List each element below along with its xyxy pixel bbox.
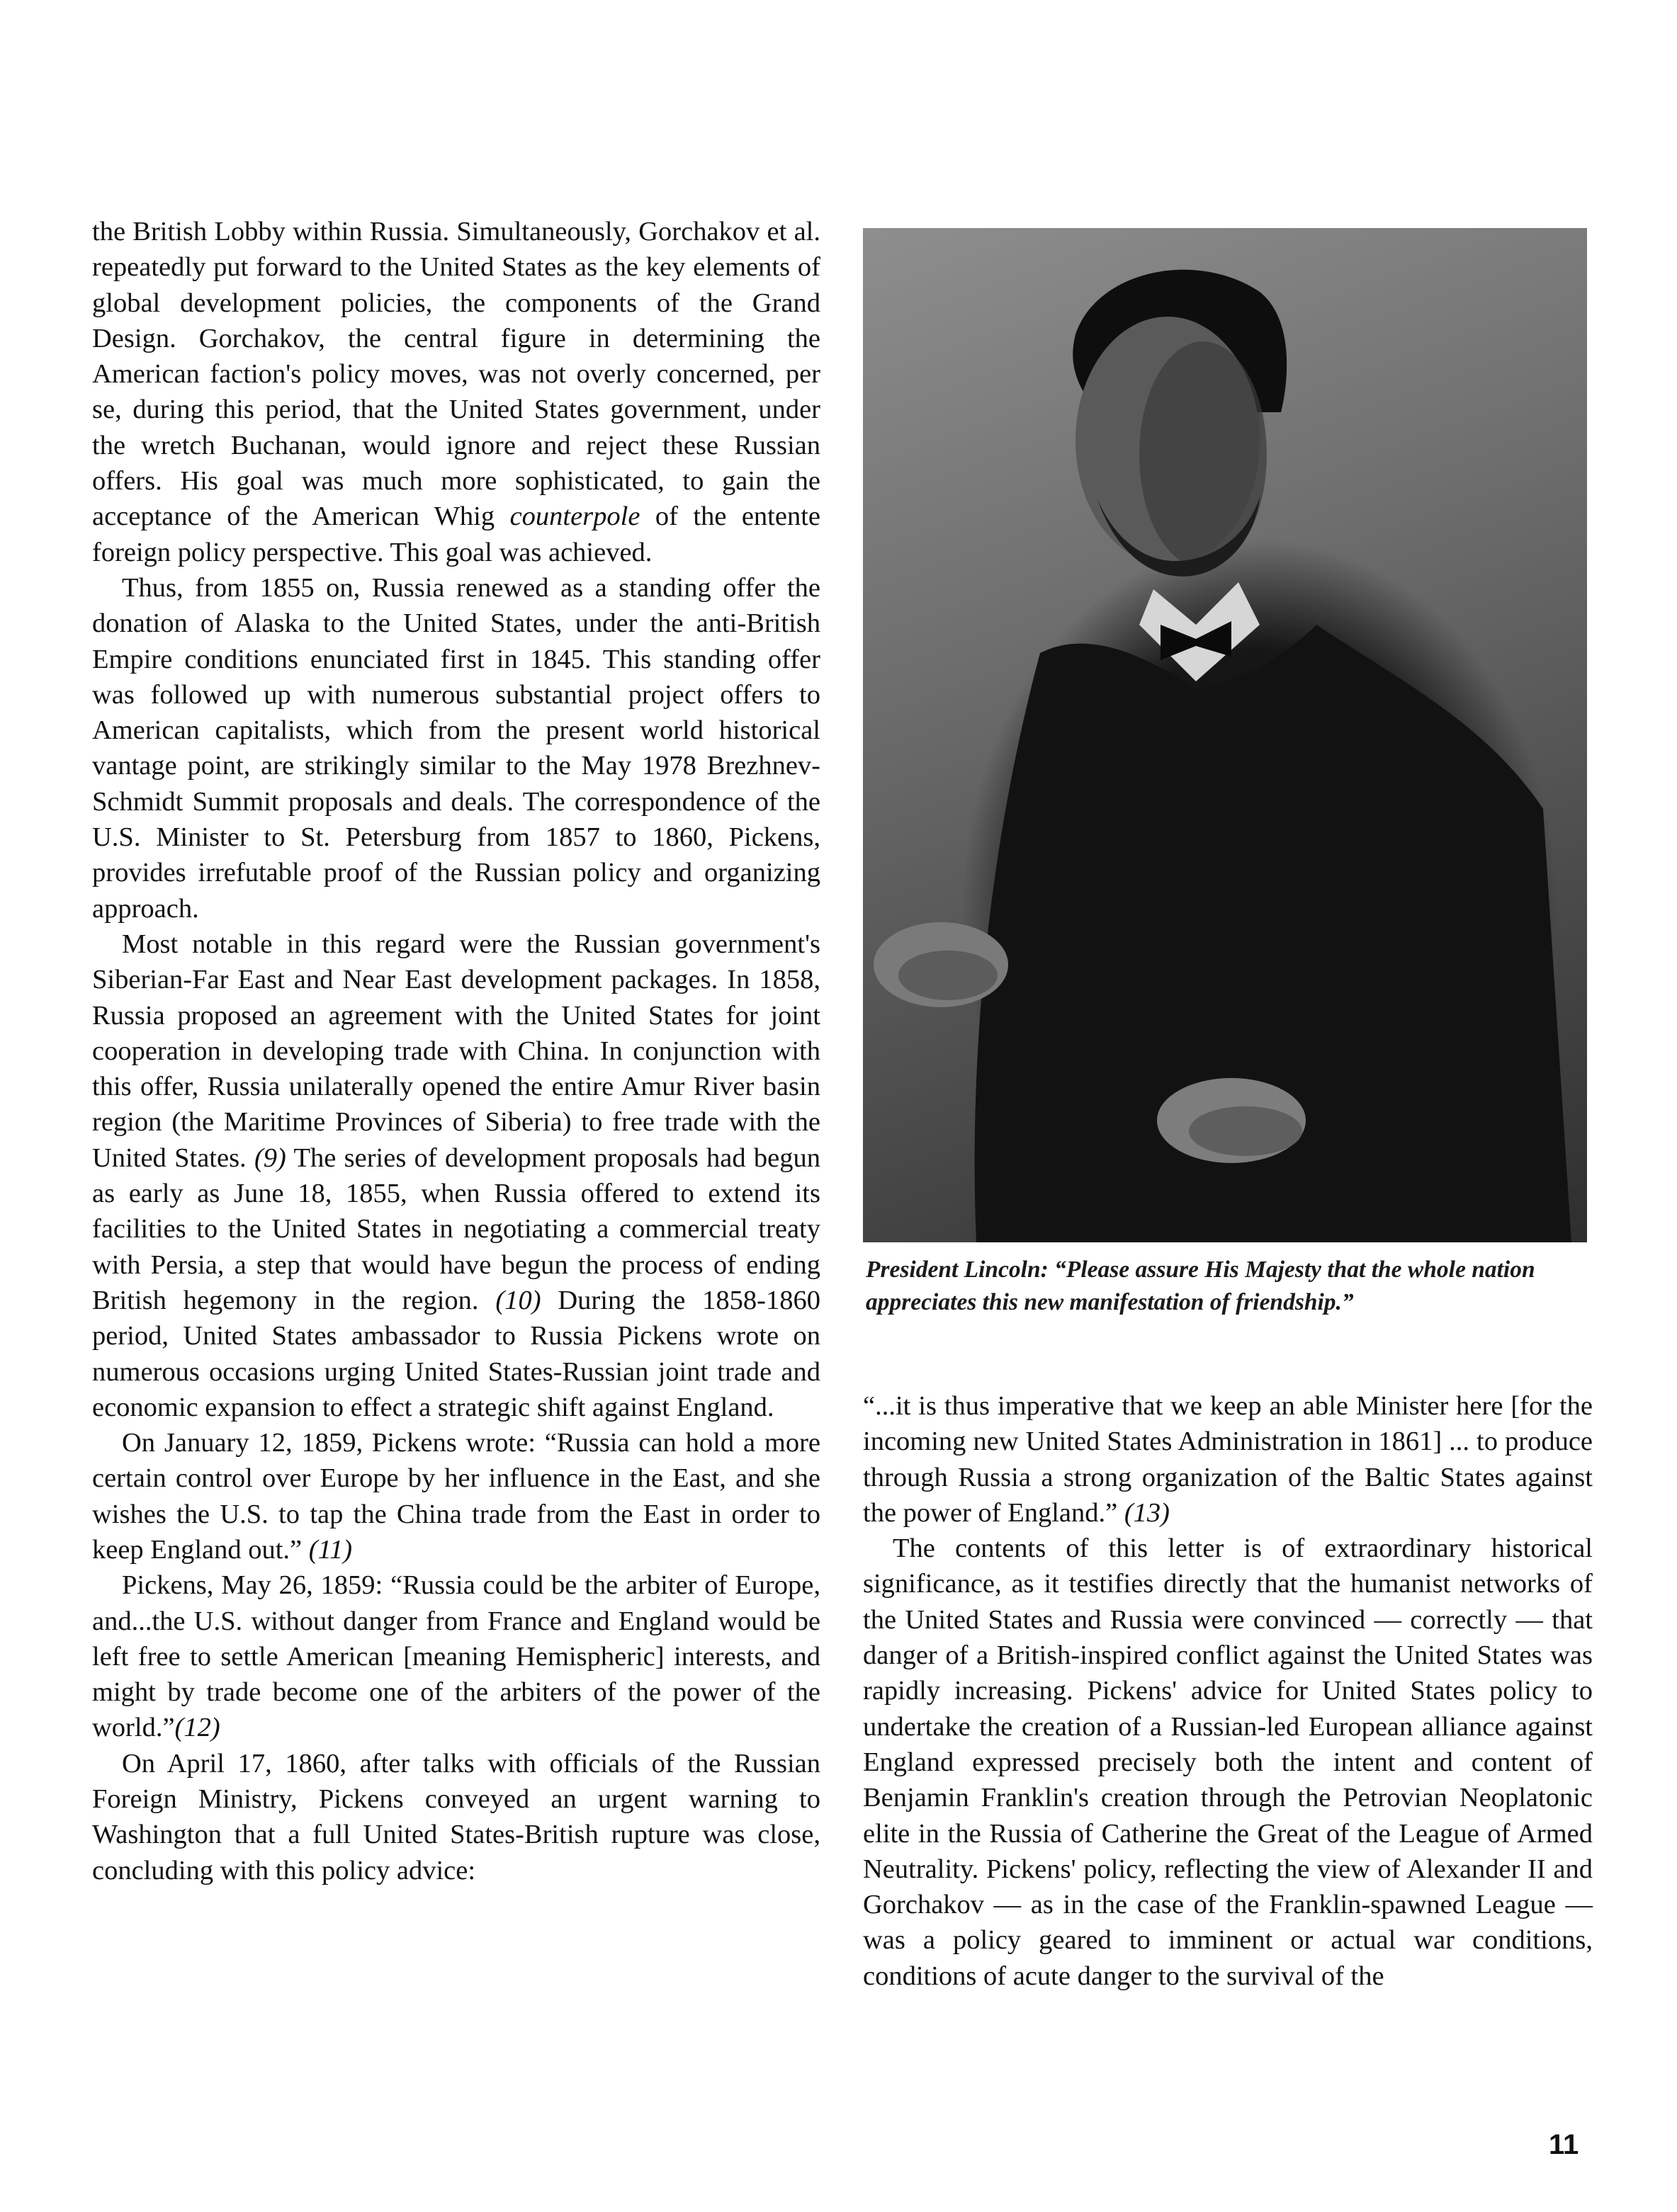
left-paragraph-2: Thus, from 1855 on, Russia renewed as a standing offer the donation of Alaska to the United States, under the anti-British Empire conditions enunciated first in 1845. This standing offer was followed up with numerous substantial project offers to American capitalists, which from the present world historical vantage point, are strikingly similar to the May 1978 Brezhnev-Schmidt Summit proposals and deals. The correspondence of the U.S. Minister to St. Petersburg from 1857 to 1860, Pickens, provides irrefutable proof of the Russian policy and organizing approach.: [92, 572, 820, 924]
left-paragraph-6: On April 17, 1860, after talks with officials of the Russian Foreign Ministry, Pickens conveyed an urgent warning to Washington that a full United States-British rupture was close, concluding with this policy advice:: [92, 1748, 820, 1885]
text-run: On January 12, 1859, Pickens wrote: “Russia can hold a more certain control over Europe by her influence in the East, and she wishes the U.S. to tap the China trade from the East in order to keep England out.”: [92, 1428, 820, 1565]
left-paragraph-3: [92, 926, 820, 1425]
text-run: Most notable in this regard were the Russian government's Siberian-Far East and Near East development packages. In 1858, Russia proposed an agreement with the United States for joint cooperation in developing trade with China. In conjunction with this offer, Russia unilaterally opened the entire Amur River basin region (the Maritime Provinces of Siberia) to free trade with the United States.: [92, 929, 820, 1173]
text-run: of the entente foreign policy perspective. This goal was achieved.: [92, 501, 820, 567]
left-column: [92, 214, 820, 1888]
text-run: Pickens, May 26, 1859: “Russia could be the arbiter of Europe, and...the U.S. without danger from France and England would be left free to settle American [meaning Hemispheric] interests, and might by trade become one of the arbiters of the power of the world.”: [92, 1570, 820, 1743]
page-number: 11: [1549, 2129, 1579, 2160]
right-hand-shadow: [1189, 1106, 1302, 1156]
footnote-ref: (9): [254, 1142, 286, 1173]
portrait-illustration: [863, 228, 1587, 1242]
italic-run: counterpole: [509, 501, 640, 532]
right-column: [863, 1388, 1593, 1994]
text-run: the British Lobby within Russia. Simultaneously, Gorchakov et al. repeatedly put forward to the United States as the key elements of global development policies, the components of the Grand Design. Gorchakov, the central figure in determining the American faction's policy moves, was not overly concerned, per se, during this period, that the United States government, under the wretch Buchanan, would ignore and reject these Russian offers. His goal was much more sophisticated, to gain the acceptance of the American Whig: [92, 217, 820, 532]
photo-caption: President Lincoln: “Please assure His Majesty that the whole nation appreciates this new manifestation of friendship.”: [866, 1257, 1535, 1315]
left-paragraph-5: [92, 1567, 820, 1745]
left-hand-shadow: [898, 951, 998, 1000]
right-paragraph-2: The contents of this letter is of extraordinary historical significance, as it testifies directly that the humanist networks of the United States and Russia were convinced — correctly — that danger of a British-inspired conflict against the United States was rapidly increasing. Pickens' advice for United States policy to undertake the creation of a Russian-led European alliance against England expressed precisely both the intent and content of Benjamin Franklin's creation through the Petrovian Neoplatonic elite in the Russia of Catherine the Great of the League of Armed Neutrality. Pickens' policy, reflecting the view of Alexander II and Gorchakov — as in the case of the Franklin-spawned League — was a policy geared to imminent or actual war conditions, conditions of acute danger to the survival of the: [863, 1533, 1593, 1991]
text-run: During the 1858-1860 period, United States ambassador to Russia Pickens wrote on numerous occasions urging United States-Russian joint trade and economic expansion to effect a strategic shift against England.: [92, 1285, 820, 1422]
footnote-ref: (10): [495, 1285, 541, 1315]
right-paragraph-1: [863, 1388, 1593, 1531]
text-run: The series of development proposals had begun as early as June 18, 1855, when Russia offered to extend its facilities to the United States in negotiating a commercial treaty with Persia, a step that would have begun the process of ending British hegemony in the region.: [92, 1142, 820, 1315]
footnote-ref: (12): [174, 1713, 220, 1743]
footnote-ref: (11): [308, 1534, 353, 1565]
lincoln-portrait-photo: [863, 228, 1587, 1242]
footnote-ref: (13): [1124, 1497, 1170, 1528]
text-run: “...it is thus imperative that we keep an able Minister here [for the incoming new United States Administration in 1861] ... to produce through Russia a strong organization of the Baltic States against the power of England.”: [863, 1391, 1593, 1528]
left-paragraph-4: [92, 1425, 820, 1567]
left-paragraph-1: [92, 214, 820, 570]
